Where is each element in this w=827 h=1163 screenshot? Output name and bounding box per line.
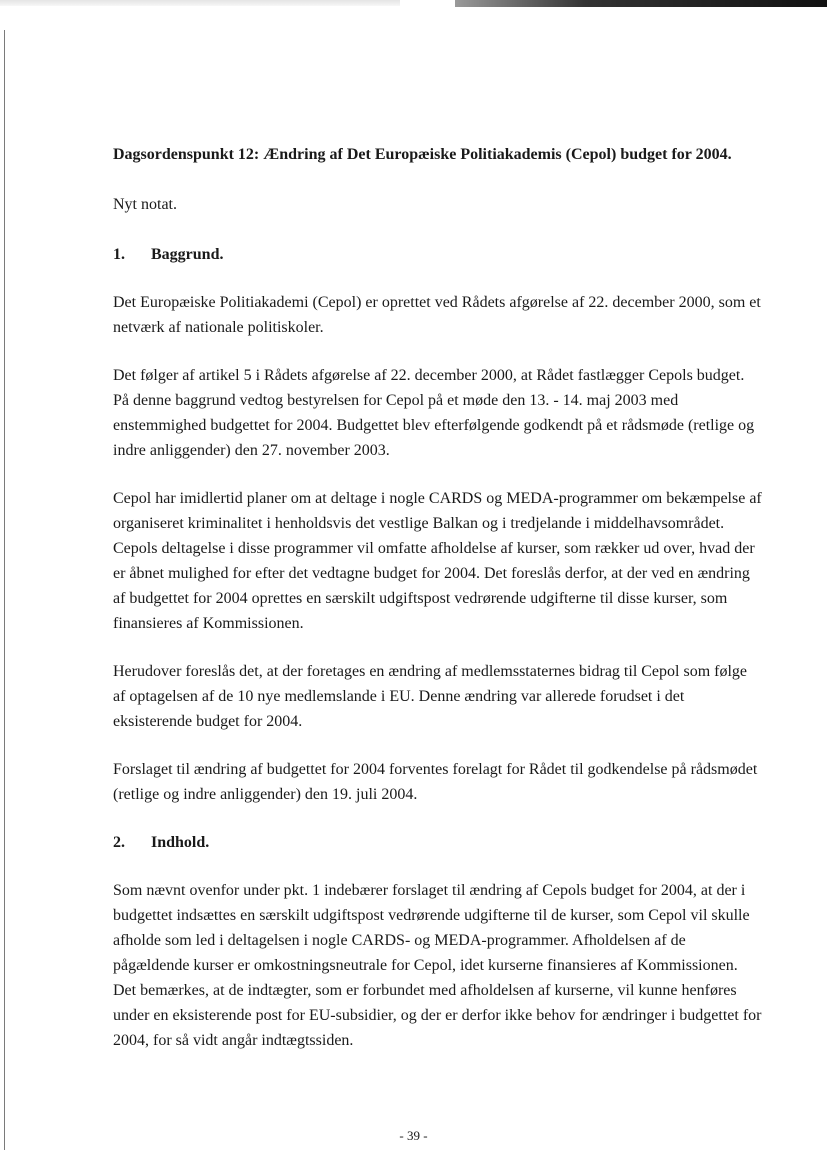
section-number: 2.	[113, 834, 125, 851]
scan-artifact-top-bar	[455, 0, 827, 7]
section-heading-indhold	[113, 830, 763, 855]
paragraph: Forslaget til ændring af budgettet for 2004 forventes forelagt for Rådet til godkendelse på rådsmødet (retlige og indre anliggender) den 19. juli 2004.	[113, 761, 758, 803]
paragraph: Som nævnt ovenfor under pkt. 1 indebærer forslaget til ændring af Cepols budget for 2004, at der i budgettet indsættes en særskilt udgiftspost vedrørende udgifterne til de kurser, som Cepol vil skulle afholde som led i deltagelsen i nogle CARDS- og MEDA-programmer. Afholdelsen af de pågældende kurser er omkostningsneutrale for Cepol, idet kurserne finansieres af Kommissionen. Det bemærkes, at de indtægter, som er forbundet med afholdelsen af kurserne, vil kunne henføres under en eksisterende post for EU-subsidier, og der er derfor ikke behov for ændringer i budgettet for 2004, for så vidt angår indtægtssiden.	[113, 882, 762, 1049]
scan-artifact-top-left	[0, 0, 400, 6]
paragraph: Det følger af artikel 5 i Rådets afgørelse af 22. december 2000, at Rådet fastlægger Cepols budget. På denne baggrund vedtog bestyrelsen for Cepol på et møde den 13. - 14. maj 2003 med enstemmighed budgettet for 2004. Budgettet blev efterfølgende godkendt på et rådsmøde (retlige og indre anliggender) den 27. november 2003.	[113, 367, 755, 459]
scan-artifact-left-edge	[4, 30, 5, 1150]
document-body	[113, 142, 763, 1053]
section-number: 1.	[113, 246, 125, 263]
section-title: Baggrund.	[151, 246, 224, 263]
paragraph: Det Europæiske Politiakademi (Cepol) er oprettet ved Rådets afgørelse af 22. december 2000, som et netværk af nationale politiskoler.	[113, 294, 761, 336]
section-title: Indhold.	[151, 834, 210, 851]
document-note: Nyt notat.	[113, 196, 177, 213]
section-heading-baggrund	[113, 242, 763, 267]
page-number: - 39 -	[399, 1128, 428, 1143]
document-title: Dagsordenspunkt 12: Ændring af Det Europæiske Politiakademis (Cepol) budget for 2004.	[113, 146, 732, 163]
paragraph: Herudover foreslås det, at der foretages en ændring af medlemsstaternes bidrag til Cepol som følge af optagelsen af de 10 nye medlemslande i EU. Denne ændring var allerede forudset i det eksisterende budget for 2004.	[113, 663, 748, 730]
paragraph: Cepol har imidlertid planer om at deltage i nogle CARDS og MEDA-programmer om bekæmpelse af organiseret kriminalitet i henholdsvis det vestlige Balkan og i tredjelande i middelhavsområdet. Cepols deltagelse i disse programmer vil omfatte afholdelse af kurser, som rækker ud over, hvad der er åbnet mulighed for efter det vedtagne budget for 2004. Det foreslås derfor, at der ved en ændring af budgettet for 2004 oprettes en særskilt udgiftspost vedrørende udgifterne til disse kurser, som finansieres af Kommissionen.	[113, 490, 762, 632]
